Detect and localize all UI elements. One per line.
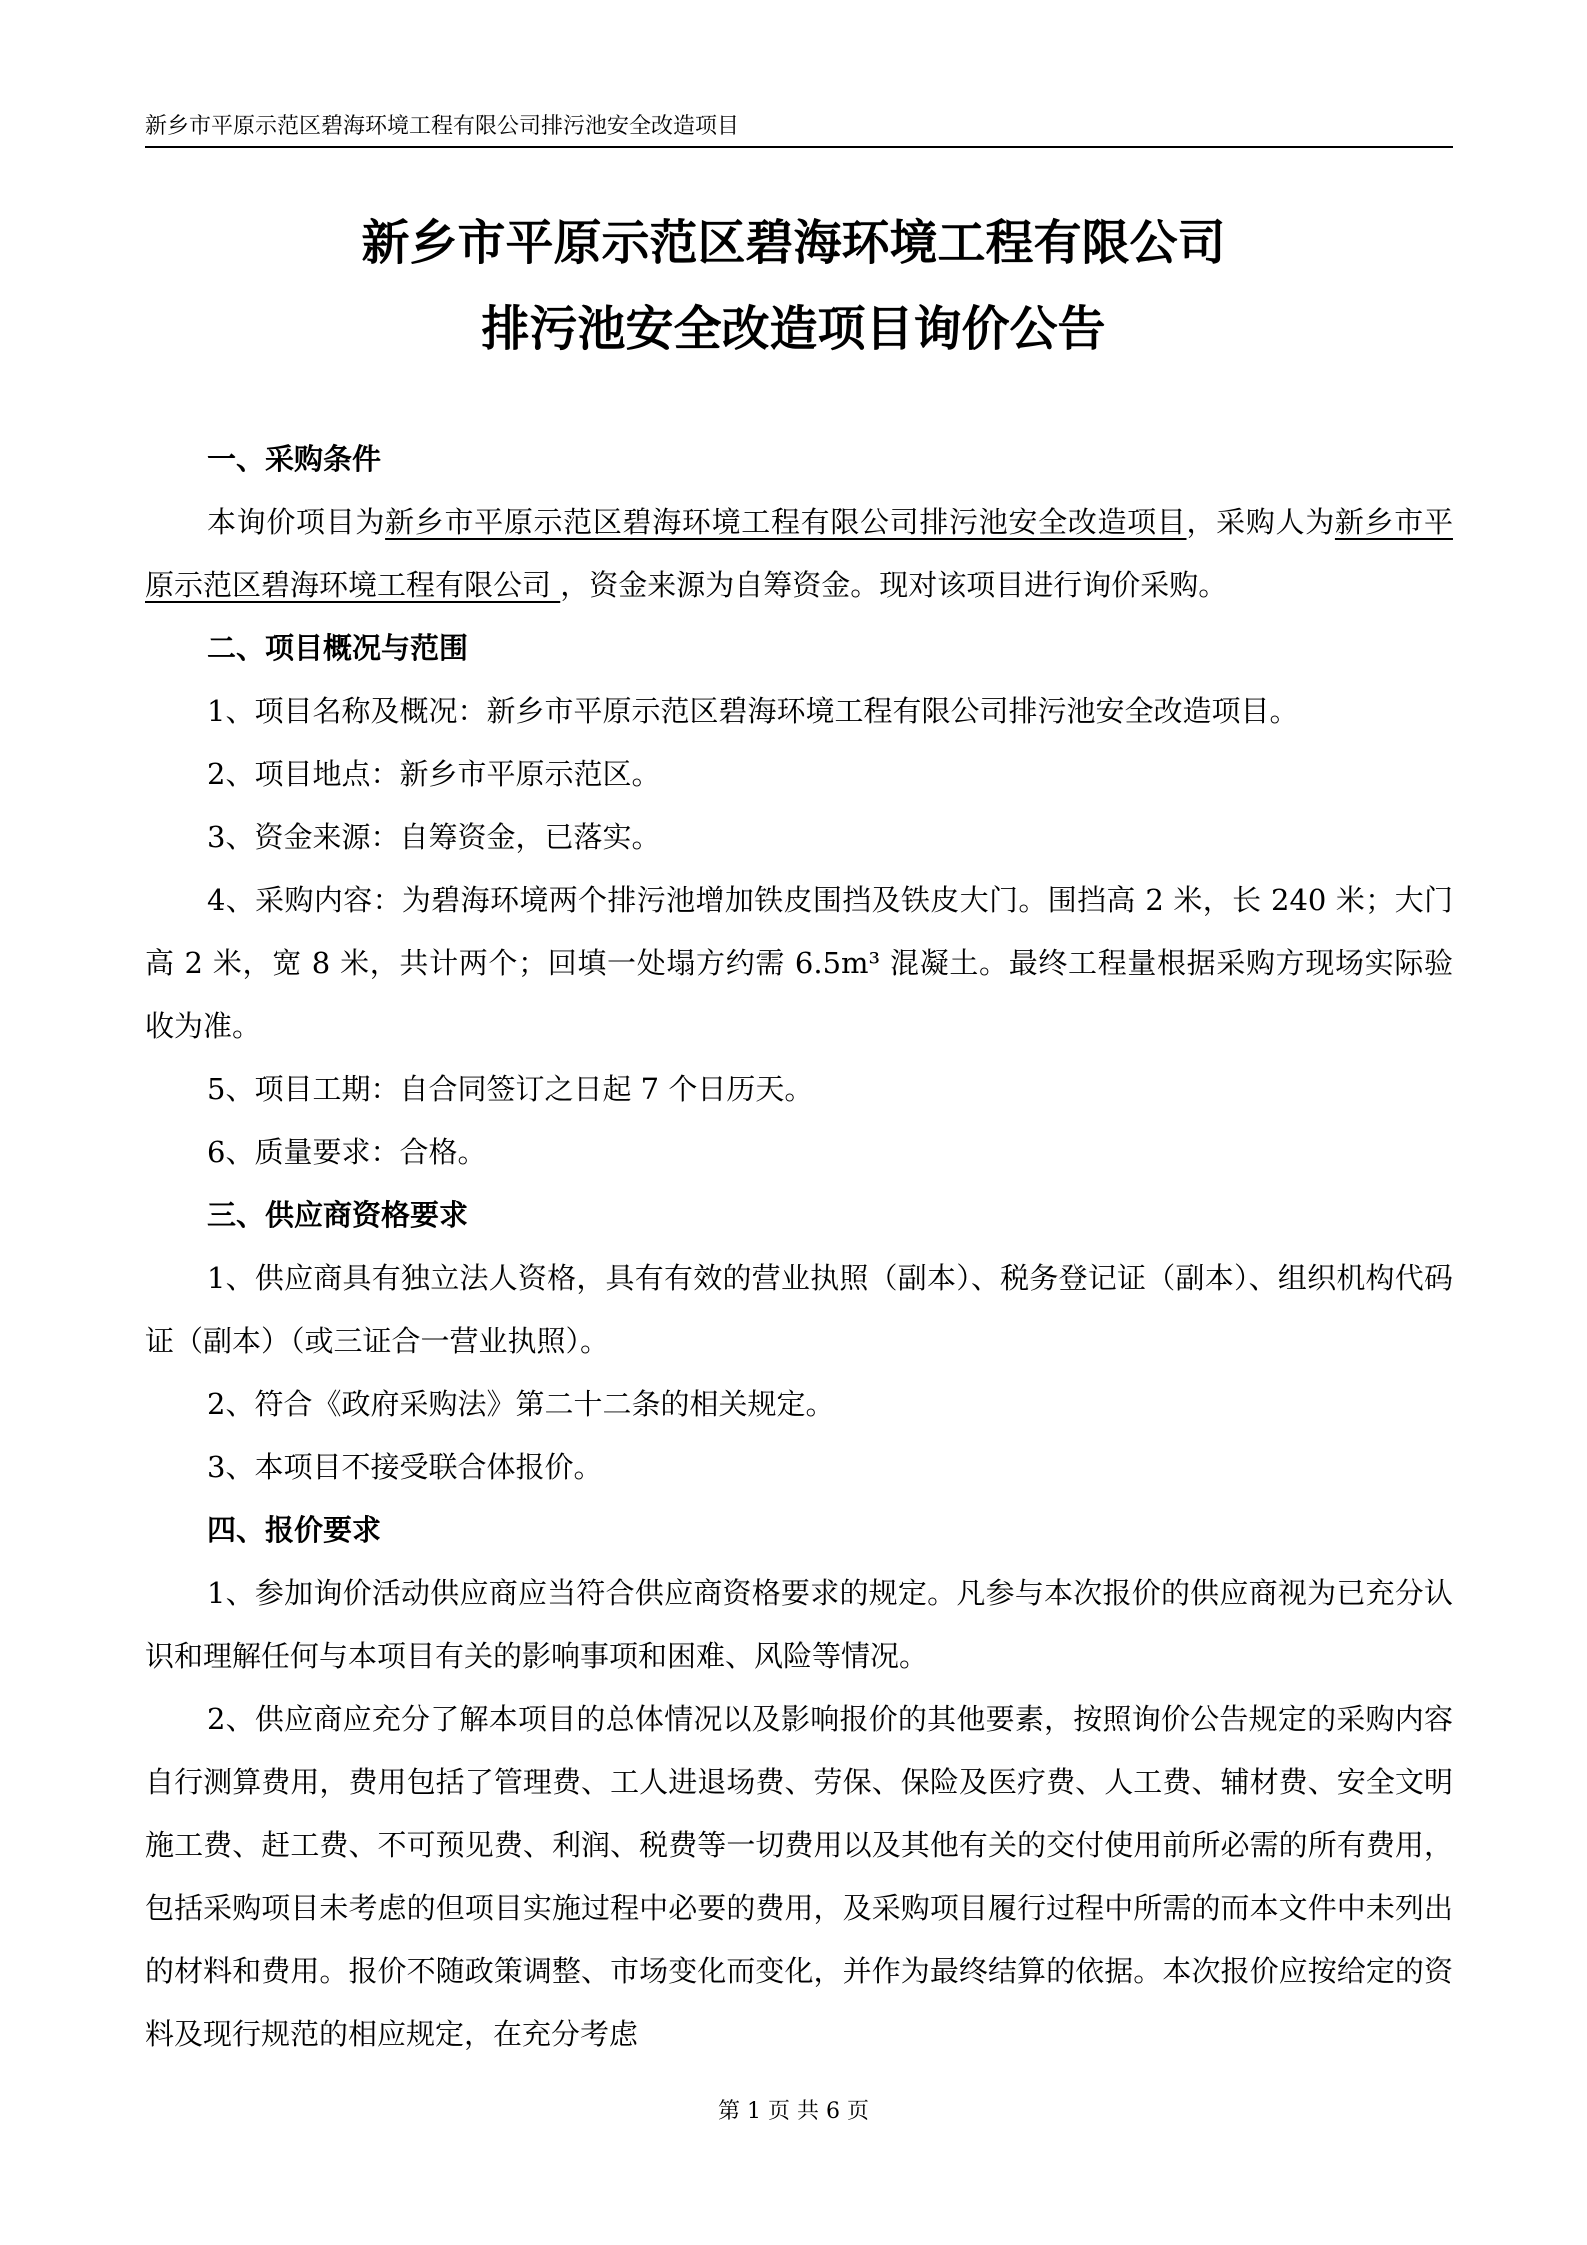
page-number: 第 1 页 共 6 页 (718, 2099, 869, 2124)
section-heading-procurement-conditions: 一、采购条件 (207, 442, 382, 476)
list-item: 4、采购内容：为碧海环境两个排污池增加铁皮围挡及铁皮大门。围挡高 2 米，长 240 米；大门高 2 米，宽 8 米，共计两个；回填一处塌方约需 6.5m³ 混凝土。最终工程量根据采购方现场实际验收为准。 (145, 883, 1453, 1043)
header-rule (145, 146, 1453, 148)
list-item: 2、符合《政府采购法》第二十二条的相关规定。 (207, 1387, 835, 1421)
list-item: 2、项目地点：新乡市平原示范区。 (207, 757, 661, 791)
section-heading-quotation-requirements: 四、报价要求 (207, 1513, 382, 1547)
paragraph-procurement-conditions (145, 491, 1453, 617)
purchaser-name-underlined: 新乡市平原示范区碧海环境工程有限公司 (145, 505, 1453, 602)
section-heading-project-overview: 二、项目概况与范围 (207, 631, 469, 665)
paragraph-text: ，采购人为 (1186, 505, 1335, 539)
paragraph-text: 本询价项目为 (207, 505, 386, 539)
paragraph-text: ，资金来源为自筹资金。现对该项目进行询价采购。 (560, 568, 1228, 602)
running-header: 新乡市平原示范区碧海环境工程有限公司排污池安全改造项目 (145, 114, 740, 139)
list-item: 1、项目名称及概况：新乡市平原示范区碧海环境工程有限公司排污池安全改造项目。 (207, 694, 1299, 728)
list-item: 5、项目工期：自合同签订之日起 7 个日历天。 (207, 1072, 814, 1106)
project-name-underlined: 新乡市平原示范区碧海环境工程有限公司排污池安全改造项目 (385, 505, 1187, 539)
document-title (0, 200, 1587, 372)
list-item: 3、资金来源：自筹资金，已落实。 (207, 820, 661, 854)
list-item: 6、质量要求：合格。 (207, 1135, 487, 1169)
title-line-2: 排污池安全改造项目询价公告 (481, 301, 1106, 357)
list-item: 1、供应商具有独立法人资格，具有有效的营业执照（副本）、税务登记证（副本）、组织机构代码证（副本）（或三证合一营业执照）。 (145, 1261, 1453, 1358)
list-item: 1、参加询价活动供应商应当符合供应商资格要求的规定。凡参与本次报价的供应商视为已充分认识和理解任何与本项目有关的影响事项和困难、风险等情况。 (145, 1576, 1453, 1673)
document-body (145, 428, 1453, 2066)
title-line-1: 新乡市平原示范区碧海环境工程有限公司 (361, 215, 1226, 271)
section-heading-supplier-qualifications: 三、供应商资格要求 (207, 1198, 469, 1232)
list-item: 3、本项目不接受联合体报价。 (207, 1450, 603, 1484)
list-item: 2、供应商应充分了解本项目的总体情况以及影响报价的其他要素，按照询价公告规定的采购内容自行测算费用，费用包括了管理费、工人进退场费、劳保、保险及医疗费、人工费、辅材费、安全文明施工费、赶工费、不可预见费、利润、税费等一切费用以及其他有关的交付使用前所必需的所有费用，包括采购项目未考虑的但项目实施过程中必要的费用，及采购项目履行过程中所需的而本文件中未列出的材料和费用。报价不随政策调整、市场变化而变化，并作为最终结算的依据。本次报价应按给定的资料及现行规范的相应规定，在充分考虑 (145, 1702, 1453, 2051)
